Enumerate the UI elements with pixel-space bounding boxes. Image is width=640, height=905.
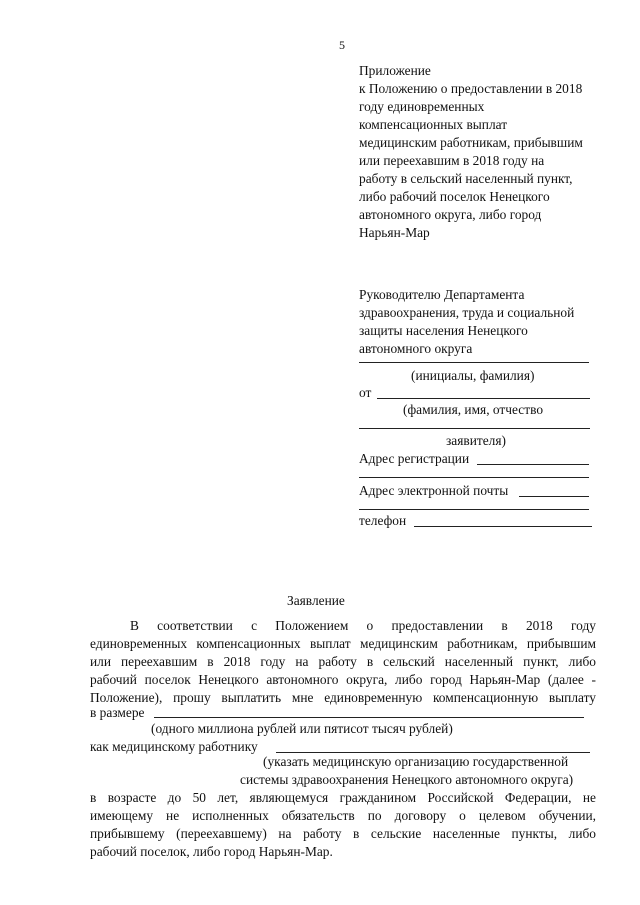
from-label: от <box>359 385 372 400</box>
email-field[interactable] <box>519 496 589 497</box>
addressee-line: Руководителю Департамента <box>359 287 525 302</box>
org-caption-1: (указать медицинскую организацию государственной <box>263 754 569 769</box>
registration-label: Адрес регистрации <box>359 451 470 466</box>
appendix-line: работу в сельский населенный пункт, <box>359 171 573 186</box>
paragraph-line: в возрасте до 50 лет, являющемуся гражданином Российской Федерации, не <box>90 790 596 805</box>
registration-field-2[interactable] <box>359 477 589 478</box>
paragraph-line: Положение), прошу выплатить мне единовременную компенсационную выплату <box>90 690 596 705</box>
appendix-line: медицинским работникам, прибывшим <box>359 135 583 150</box>
paragraph-line: имеющему не исполненных обязательств по договору о целевом обучении, <box>90 808 596 823</box>
worker-label: как медицинскому работнику <box>90 739 258 754</box>
email-field-2[interactable] <box>359 509 589 510</box>
appendix-line: либо рабочий поселок Ненецкого <box>359 189 550 204</box>
email-label: Адрес электронной почты <box>359 483 509 498</box>
paragraph-line: прибывшему (переехавшему) на работу в сельские населенные пункты, либо <box>90 826 596 841</box>
phone-label: телефон <box>359 513 407 528</box>
paragraph-line: рабочий поселок Ненецкого автономного округа, либо город Нарьян-Мар (далее - <box>90 672 596 687</box>
addressee-line: здравоохранения, труда и социальной <box>359 305 575 320</box>
paragraph-line: рабочий поселок, либо город Нарьян-Мар. <box>90 844 333 859</box>
paragraph-line: или переехавшим в 2018 году на работу в сельский населенный пункт, либо <box>90 654 596 669</box>
appendix-line: к Положению о предоставлении в 2018 <box>359 81 583 96</box>
appendix-line: году единовременных <box>359 99 485 114</box>
addressee-line: защиты населения Ненецкого <box>359 323 528 338</box>
amount-field[interactable] <box>154 717 584 718</box>
initials-caption: (инициалы, фамилия) <box>411 368 535 383</box>
appendix-line: или переехавшим в 2018 году на <box>359 153 545 168</box>
registration-field[interactable] <box>477 464 589 465</box>
amount-caption: (одного миллиона рублей или пятисот тысяч рублей) <box>151 721 453 736</box>
appendix-line: Нарьян-Мар <box>359 225 430 240</box>
paragraph-line: В соответствии с Положением о предоставлении в 2018 году <box>130 618 596 633</box>
statement-title: Заявление <box>287 593 345 608</box>
org-caption-2: системы здравоохранения Ненецкого автономного округа) <box>240 772 574 787</box>
phone-field[interactable] <box>414 526 592 527</box>
appendix-line: автономного округа, либо город <box>359 207 542 222</box>
appendix-line: компенсационных выплат <box>359 117 508 132</box>
initials-field[interactable] <box>359 362 589 363</box>
from-field[interactable] <box>377 398 590 399</box>
amount-label: в размере <box>90 705 145 720</box>
applicant-caption: заявителя) <box>446 433 506 448</box>
paragraph-line: единовременных компенсационных выплат медицинским работникам, прибывшим <box>90 636 596 651</box>
fio-caption: (фамилия, имя, отчество <box>403 402 544 417</box>
addressee-line: автономного округа <box>359 341 473 356</box>
page-number: 5 <box>339 38 345 52</box>
appendix-line: Приложение <box>359 63 431 78</box>
fio-field[interactable] <box>359 428 590 429</box>
